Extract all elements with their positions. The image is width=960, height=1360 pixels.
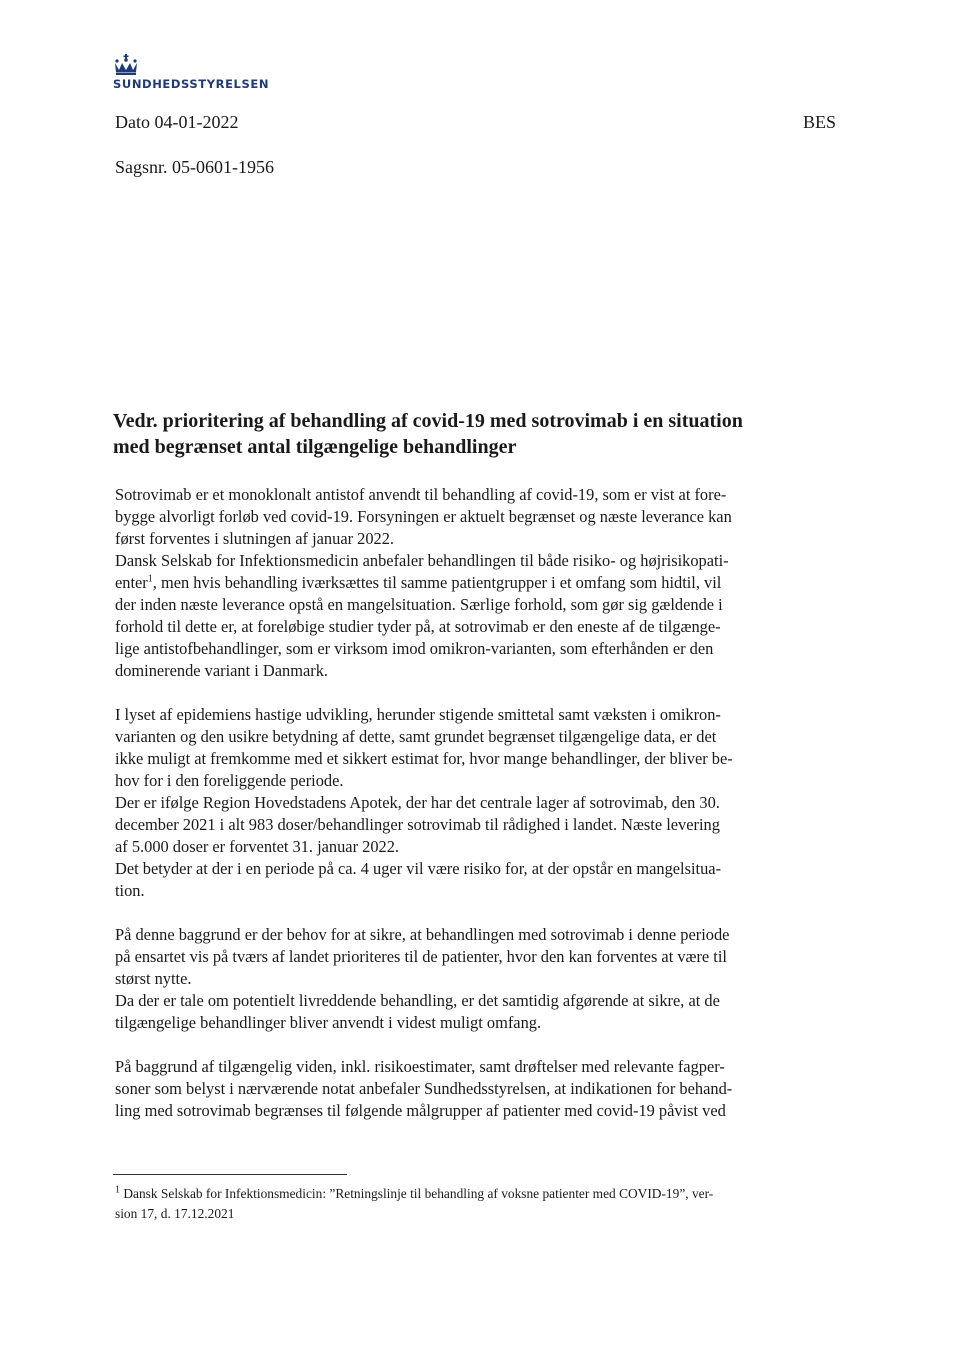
text-line: der inden næste leverance opstå en mangelsituation. Særlige forhold, som gør sig gældende i (115, 595, 723, 614)
case-number: Sagsnr. 05-0601-1956 (115, 157, 274, 177)
text-line: ikke muligt at fremkomme med et sikkert estimat for, hvor mange behandlinger, der bliver be- (115, 749, 733, 768)
footnote-text: Dansk Selskab for Infektionsmedicin: ”Retningslinje til behandling af voksne patienter med COVID-19”, ver- (123, 1186, 714, 1201)
text-line: af 5.000 doser er forventet 31. januar 2022. (115, 837, 400, 856)
title-line: med begrænset antal tilgængelige behandlinger (113, 436, 517, 458)
text-line: forhold til dette er, at foreløbige studier tyder på, at sotrovimab er den eneste af de tilgænge- (115, 617, 721, 636)
title-line: Vedr. prioritering af behandling af covid-19 med sotrovimab i en situation (113, 410, 743, 432)
text-line: Dansk Selskab for Infektionsmedicin anbefaler behandlingen til både risiko- og højrisikopati- (115, 551, 729, 570)
text-line: december 2021 i alt 983 doser/behandlinger sotrovimab til rådighed i landet. Næste levering (115, 815, 720, 834)
text-line: hov for i den foreliggende periode. (115, 771, 344, 790)
paragraph (115, 924, 855, 1034)
text-line: På denne baggrund er der behov for at sikre, at behandlingen med sotrovimab i denne periode (115, 925, 730, 944)
footnote-line (115, 1184, 855, 1204)
paragraph (115, 704, 855, 902)
footnote (115, 1184, 855, 1224)
footnote-marker: 1 (115, 1184, 120, 1196)
text-line: dominerende variant i Danmark. (115, 661, 328, 680)
text-line: Der er ifølge Region Hovedstadens Apotek, der har det centrale lager af sotrovimab, den 30. (115, 793, 720, 812)
text-line: lige antistofbehandlinger, som er virksom imod omikron-varianten, som efterhånden er den (115, 639, 714, 658)
text-line: tion. (115, 881, 145, 900)
author-initials: BES (802, 112, 836, 132)
text-line (115, 572, 855, 594)
text-line: Sotrovimab er et monoklonalt antistof anvendt til behandling af covid-19, som er vist at fore- (115, 485, 727, 504)
document-title (113, 408, 853, 460)
footnote-line: sion 17, d. 17.12.2021 (115, 1206, 235, 1221)
text-fragment: , men hvis behandling iværksættes til samme patientgrupper i et omfang som hidtil, vil (152, 573, 722, 592)
footnote-reference: 1 (147, 573, 153, 585)
text-line: soner som belyst i nærværende notat anbefaler Sundhedsstyrelsen, at indikationen for behand- (115, 1079, 733, 1098)
sundhedsstyrelsen-logo (113, 54, 269, 91)
text-line: størst nytte. (115, 969, 192, 988)
text-line: tilgængelige behandlinger bliver anvendt i videst muligt omfang. (115, 1013, 542, 1032)
document-date: Dato 04-01-2022 (115, 112, 239, 132)
text-fragment: enter (115, 573, 148, 592)
text-line: varianten og den usikre betydning af dette, samt grundet begrænset tilgængelige data, er det (115, 727, 717, 746)
text-line: på ensartet vis på tværs af landet prioriteres til de patienter, hvor den kan forventes at være til (115, 947, 727, 966)
logo-wordmark: SUNDHEDSSTYRELSEN (113, 77, 270, 91)
document-body (115, 484, 855, 1144)
paragraph (115, 1056, 855, 1122)
footnote-divider (113, 1174, 347, 1175)
crown-icon (113, 54, 139, 76)
text-line: Da der er tale om potentielt livreddende behandling, er det samtidig afgørende at sikre, at de (115, 991, 720, 1010)
text-line: ling med sotrovimab begrænses til følgende målgrupper af patienter med covid-19 påvist ved (115, 1101, 726, 1120)
text-line: I lyset af epidemiens hastige udvikling, herunder stigende smittetal samt væksten i omikron- (115, 705, 721, 724)
text-line: bygge alvorligt forløb ved covid-19. Forsyningen er aktuelt begrænset og næste leverance kan (115, 507, 732, 526)
text-line: Det betyder at der i en periode på ca. 4 uger vil være risiko for, at der opstår en mangelsitua- (115, 859, 722, 878)
paragraph (115, 484, 855, 682)
text-line: først forventes i slutningen af januar 2022. (115, 529, 395, 548)
text-line: På baggrund af tilgængelig viden, inkl. risikoestimater, samt drøftelser med relevante fagper- (115, 1057, 725, 1076)
